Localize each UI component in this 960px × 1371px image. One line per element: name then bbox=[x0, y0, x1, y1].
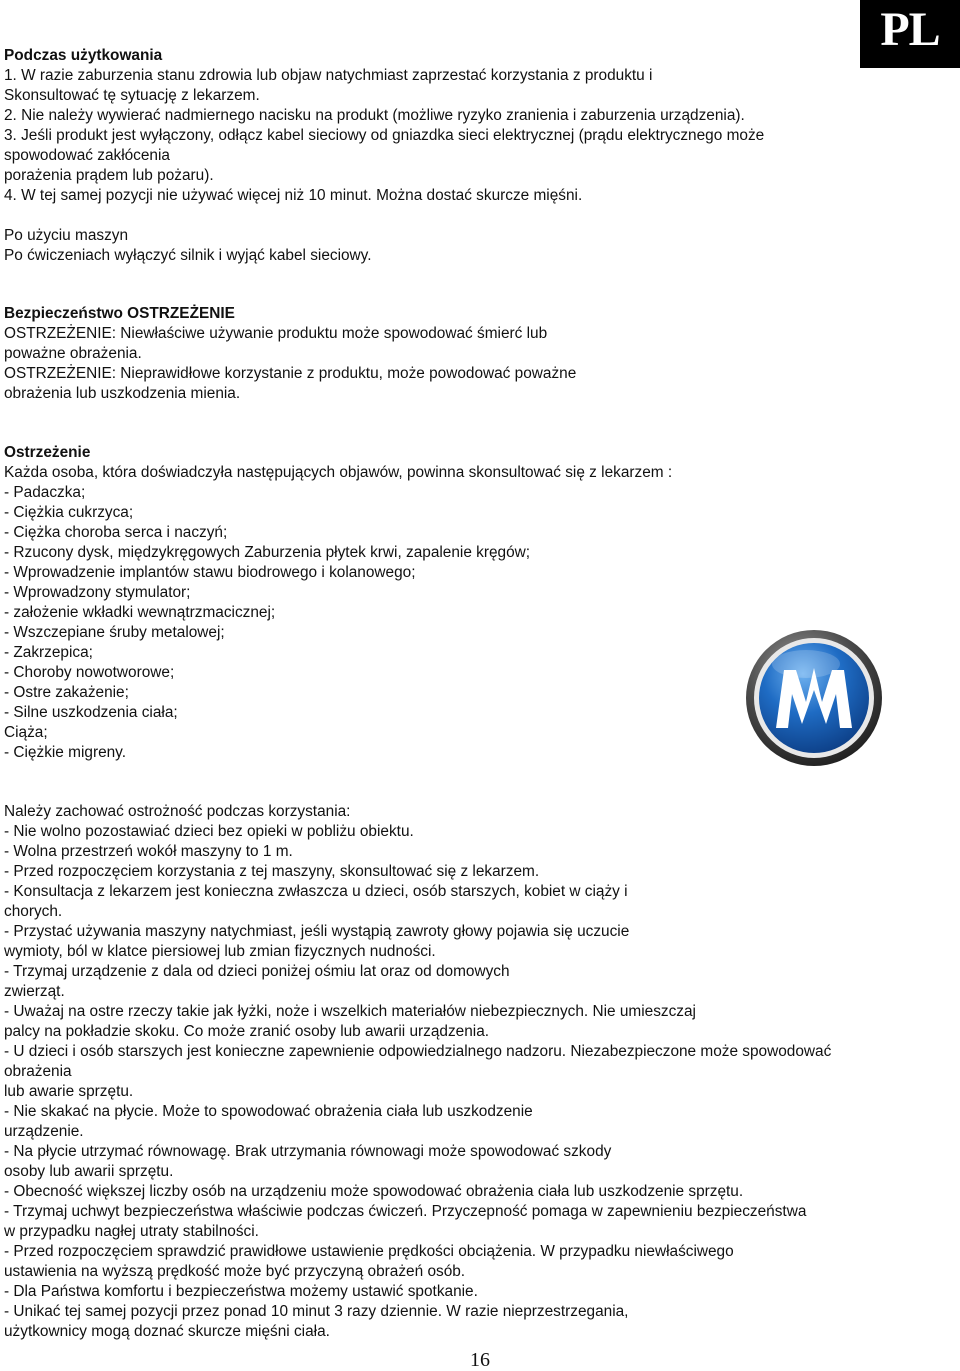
section-heading: Bezpieczeństwo OSTRZEŻENIE bbox=[4, 305, 235, 322]
text-line: lub awarie sprzętu. bbox=[4, 1083, 134, 1100]
text-line: - Przystać używania maszyny natychmiast, jeśli wystąpią zawroty głowy pojawia się uczucie bbox=[4, 923, 630, 940]
text-line: Należy zachować ostrożność podczas korzystania: bbox=[4, 803, 351, 820]
text-line: - Wolna przestrzeń wokół maszyny to 1 m. bbox=[4, 843, 293, 860]
brand-logo-icon bbox=[744, 628, 884, 768]
text-line: Skonsultować tę sytuację z lekarzem. bbox=[4, 87, 260, 104]
text-line: Po użyciu maszyn bbox=[4, 227, 129, 244]
text-line: - Wprowadzenie implantów stawu biodrowego i kolanowego; bbox=[4, 564, 416, 581]
text-line: - Ciężkie migreny. bbox=[4, 744, 127, 761]
text-line: OSTRZEŻENIE: Nieprawidłowe korzystanie z produktu, może powodować poważne bbox=[4, 365, 577, 382]
text-line: - Unikać tej samej pozycji przez ponad 10 minut 3 razy dziennie. W razie nieprzestrzegania, bbox=[4, 1303, 629, 1320]
text-line: - Trzymaj uchwyt bezpieczeństwa właściwie podczas ćwiczeń. Przyczepność pomaga w zapewnieniu bezpieczeństwa bbox=[4, 1203, 807, 1220]
text-line: w przypadku nagłej utraty stabilności. bbox=[4, 1223, 259, 1240]
text-line: Każda osoba, która doświadczyła następujących objawów, powinna skonsultować się z lekarzem : bbox=[4, 464, 673, 481]
text-line: - Wszczepiane śruby metalowej; bbox=[4, 624, 225, 641]
text-line: - Dla Państwa komfortu i bezpieczeństwa możemy ustawić spotkanie. bbox=[4, 1283, 478, 1300]
text-line: chorych. bbox=[4, 903, 63, 920]
text-line: - Przed rozpoczęciem sprawdzić prawidłowe ustawienie prędkości obciążenia. W przypadku niewłaściwego bbox=[4, 1243, 734, 1260]
text-line: porażenia prądem lub pożaru). bbox=[4, 167, 214, 184]
text-line: - Silne uszkodzenia ciała; bbox=[4, 704, 178, 721]
text-line: 4. W tej samej pozycji nie używać więcej niż 10 minut. Można dostać skurcze mięśni. bbox=[4, 187, 583, 204]
text-line: - Na płycie utrzymać równowagę. Brak utrzymania równowagi może spowodować szkody bbox=[4, 1143, 612, 1160]
text-line: - Choroby nowotworowe; bbox=[4, 664, 175, 681]
text-line: - Przed rozpoczęciem korzystania z tej maszyny, skonsultować się z lekarzem. bbox=[4, 863, 540, 880]
text-line: - Nie wolno pozostawiać dzieci bez opieki w pobliżu obiektu. bbox=[4, 823, 414, 840]
text-line: Po ćwiczeniach wyłączyć silnik i wyjąć kabel sieciowy. bbox=[4, 247, 372, 264]
text-line: Ciąża; bbox=[4, 724, 48, 741]
text-line: obrażenia lub uszkodzenia mienia. bbox=[4, 385, 241, 402]
text-line: - Obecność większej liczby osób na urządzeniu może spowodować obrażenia ciała lub uszkodzenie sprzętu. bbox=[4, 1183, 744, 1200]
text-line: 1. W razie zaburzenia stanu zdrowia lub objaw natychmiast zaprzestać korzystania z produktu i bbox=[4, 67, 653, 84]
text-line: - Trzymaj urządzenie z dala od dzieci poniżej ośmiu lat oraz od domowych bbox=[4, 963, 510, 980]
text-line: obrażenia bbox=[4, 1063, 72, 1080]
text-line: - Ostre zakażenie; bbox=[4, 684, 129, 701]
text-line: - Ciężkia cukrzyca; bbox=[4, 504, 134, 521]
text-line: ustawienia na wyższą prędkość może być przyczyną obrażeń osób. bbox=[4, 1263, 466, 1280]
text-line: 3. Jeśli produkt jest wyłączony, odłącz kabel sieciowy od gniazdka sieci elektrycznej (prądu elektrycznego może bbox=[4, 127, 765, 144]
text-line: - Ciężka choroba serca i naczyń; bbox=[4, 524, 228, 541]
text-line: - Padaczka; bbox=[4, 484, 86, 501]
text-line: - Zakrzepica; bbox=[4, 644, 93, 661]
language-badge: PL bbox=[860, 0, 960, 68]
text-line: spowodować zakłócenia bbox=[4, 147, 170, 164]
text-line: OSTRZEŻENIE: Niewłaściwe używanie produktu może spowodować śmierć lub bbox=[4, 325, 548, 342]
text-line: poważne obrażenia. bbox=[4, 345, 142, 362]
text-line: - U dzieci i osób starszych jest konieczne zapewnienie odpowiedzialnego nadzoru. Niezabezpieczone może spowodować bbox=[4, 1043, 832, 1060]
text-line: palcy na pokładzie skoku. Co może zranić osoby lub awarii urządzenia. bbox=[4, 1023, 490, 1040]
text-line: - Rzucony dysk, międzykręgowych Zaburzenia płytek krwi, zapalenie kręgów; bbox=[4, 544, 531, 561]
text-line: urządzenie. bbox=[4, 1123, 84, 1140]
text-line: - Nie skakać na płycie. Może to spowodować obrażenia ciała lub uszkodzenie bbox=[4, 1103, 533, 1120]
text-line: użytkownicy mogą doznać skurcze mięśni ciała. bbox=[4, 1323, 330, 1340]
text-line: - Konsultacja z lekarzem jest konieczna zwłaszcza u dzieci, osób starszych, kobiet w ciąży i bbox=[4, 883, 628, 900]
section-heading: Podczas użytkowania bbox=[4, 47, 163, 64]
text-line: zwierząt. bbox=[4, 983, 65, 1000]
section-heading: Ostrzeżenie bbox=[4, 444, 91, 461]
page-number: 16 bbox=[470, 1349, 490, 1371]
text-line: - założenie wkładki wewnątrzmacicznej; bbox=[4, 604, 276, 621]
text-line: wymioty, ból w klatce piersiowej lub zmian fizycznych nudności. bbox=[4, 943, 436, 960]
text-line: osoby lub awarii sprzętu. bbox=[4, 1163, 174, 1180]
text-line: 2. Nie należy wywierać nadmiernego nacisku na produkt (możliwe ryzyko zranienia i zaburzenia urządzenia). bbox=[4, 107, 745, 124]
text-line: - Uważaj na ostre rzeczy takie jak łyżki, noże i wszelkich materiałów niebezpiecznych. Nie umieszczaj bbox=[4, 1003, 696, 1020]
text-line: - Wprowadzony stymulator; bbox=[4, 584, 191, 601]
